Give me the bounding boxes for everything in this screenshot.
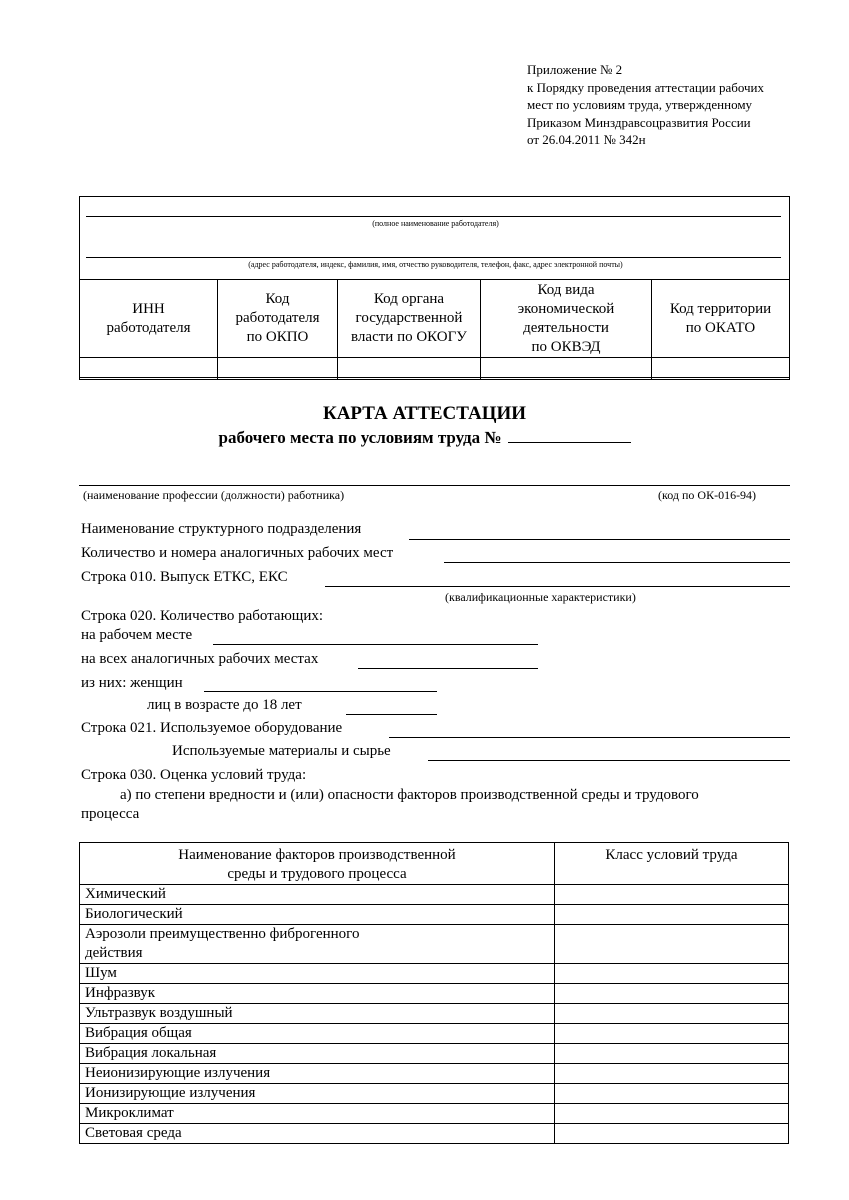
materials-label: Используемые материалы и сырье	[172, 743, 391, 759]
factor-name: Вибрация локальная	[80, 1044, 555, 1064]
header-text: Код	[265, 291, 290, 307]
codes-table	[79, 279, 790, 380]
class-cell[interactable]	[554, 905, 788, 925]
header-okpo	[218, 280, 338, 358]
class-column-header: Класс условий труда	[554, 843, 788, 885]
header-inn	[80, 280, 218, 358]
appendix-line: Приложение № 2	[527, 62, 623, 77]
class-cell[interactable]	[554, 1004, 788, 1024]
factor-name	[80, 925, 555, 964]
header-text: Код территории	[669, 300, 772, 317]
under18-label: лиц в возрасте до 18 лет	[147, 697, 302, 713]
appendix-line: к Порядку проведения аттестации рабочих	[527, 79, 765, 95]
at-workplace-line[interactable]	[213, 644, 538, 645]
header-text: работодателя	[235, 310, 320, 326]
factor-name: Биологический	[80, 905, 555, 925]
structural-unit-line[interactable]	[409, 539, 790, 540]
row030a-text: а) по степени вредности и (или) опасности факторов производственной среды и трудового	[120, 787, 699, 803]
row021-label: Строка 021. Используемое оборудование	[81, 720, 343, 736]
table-row	[80, 885, 789, 905]
header-text: власти по ОКОГУ	[351, 329, 467, 345]
okved-value-cell[interactable]	[481, 358, 652, 380]
header-text: ИНН	[132, 300, 165, 317]
class-cell[interactable]	[554, 1064, 788, 1084]
factors-table	[79, 842, 789, 1144]
okato-value-cell[interactable]	[652, 358, 790, 380]
structural-unit-label: Наименование структурного подразделения	[81, 521, 362, 537]
row030a-text-cont: процесса	[81, 806, 140, 822]
factor-name: Инфразвук	[80, 984, 555, 1004]
header-text: деятельности	[523, 319, 609, 336]
women-line[interactable]	[204, 691, 437, 692]
profession-code-caption: (код по ОК-016-94)	[658, 488, 757, 502]
employer-name-caption: (полное наименование работодателя)	[372, 219, 499, 228]
header-text: государственной	[355, 310, 463, 326]
inn-value-cell[interactable]	[80, 358, 218, 380]
class-cell[interactable]	[554, 925, 788, 964]
row030-label: Строка 030. Оценка условий труда:	[81, 767, 307, 783]
class-cell[interactable]	[554, 885, 788, 905]
employer-box	[79, 196, 790, 378]
table-row	[80, 1004, 789, 1024]
factor-name: Шум	[80, 964, 555, 984]
header-text: по ОКПО	[246, 329, 309, 345]
header-text: по ОКВЭД	[531, 338, 601, 355]
factor-column-header	[80, 843, 555, 885]
class-cell[interactable]	[554, 984, 788, 1004]
women-label: из них: женщин	[81, 675, 183, 691]
header-text: работодателя	[106, 319, 191, 336]
employer-name-line[interactable]	[86, 216, 781, 217]
table-row	[80, 984, 789, 1004]
okogu-value-cell[interactable]	[338, 358, 481, 380]
factor-name: Ультразвук воздушный	[80, 1004, 555, 1024]
materials-line[interactable]	[428, 760, 790, 761]
table-row	[80, 1084, 789, 1104]
card-number-line[interactable]	[508, 428, 631, 443]
appendix-line: от 26.04.2011 № 342н	[527, 132, 646, 147]
table-row	[80, 1104, 789, 1124]
card-title: КАРТА АТТЕСТАЦИИ	[322, 403, 527, 424]
employer-address-line[interactable]	[86, 257, 781, 258]
factor-name: Ионизирующие излучения	[80, 1084, 555, 1104]
appendix-note	[527, 61, 764, 149]
header-text: Код органа	[373, 291, 445, 307]
row010-line[interactable]	[325, 586, 790, 587]
class-cell[interactable]	[554, 1104, 788, 1124]
factor-name: Световая среда	[80, 1124, 555, 1144]
table-row	[80, 1124, 789, 1144]
table-row	[80, 1064, 789, 1084]
header-okogu	[338, 280, 481, 358]
header-okato	[652, 280, 790, 358]
factor-name: Вибрация общая	[80, 1024, 555, 1044]
table-row	[80, 1024, 789, 1044]
at-workplace-label: на рабочем месте	[81, 627, 193, 643]
table-row	[80, 905, 789, 925]
class-cell[interactable]	[554, 1124, 788, 1144]
under18-line[interactable]	[346, 714, 437, 715]
appendix-line: мест по условиям труда, утвержденному	[527, 97, 753, 112]
equipment-line[interactable]	[389, 737, 790, 738]
factor-name: Микроклимат	[80, 1104, 555, 1124]
card-subtitle	[0, 428, 849, 448]
profession-line[interactable]	[79, 485, 790, 486]
okpo-value-cell[interactable]	[218, 358, 338, 380]
header-text: Наименование факторов производственной	[178, 847, 456, 863]
similar-places-line[interactable]	[444, 562, 790, 563]
header-text: среды и трудового процесса	[227, 866, 407, 882]
appendix-line: Приказом Минздравсоцразвития России	[527, 114, 751, 130]
row010-label: Строка 010. Выпуск ЕТКС, ЕКС	[81, 569, 288, 585]
class-cell[interactable]	[554, 1044, 788, 1064]
at-all-similar-label: на всех аналогичных рабочих местах	[81, 651, 319, 667]
table-row	[80, 925, 789, 964]
factor-name: Химический	[80, 885, 555, 905]
header-text: Код вида	[537, 281, 595, 298]
row020-label: Строка 020. Количество работающих:	[81, 608, 324, 624]
factor-name: Неионизирующие излучения	[80, 1064, 555, 1084]
header-text: экономической	[517, 300, 615, 317]
at-all-similar-line[interactable]	[358, 668, 538, 669]
qualification-caption: (квалификационные характеристики)	[445, 590, 636, 604]
header-text: по ОКАТО	[685, 319, 756, 336]
class-cell[interactable]	[554, 1084, 788, 1104]
card-subtitle-text: рабочего места по условиям труда №	[218, 428, 502, 447]
header-okved	[481, 280, 652, 358]
class-cell[interactable]	[554, 1024, 788, 1044]
table-row	[80, 1044, 789, 1064]
factor-name-line: действия	[85, 945, 143, 961]
employer-address-caption: (адрес работодателя, индекс, фамилия, имя, отчество руководителя, телефон, факс, адрес электронной почты)	[248, 260, 623, 269]
factor-name-line: Аэрозоли преимущественно фиброгенного	[85, 926, 360, 942]
similar-places-label: Количество и номера аналогичных рабочих мест	[81, 545, 394, 561]
table-row	[80, 964, 789, 984]
profession-caption: (наименование профессии (должности) работника)	[83, 488, 345, 502]
class-cell[interactable]	[554, 964, 788, 984]
